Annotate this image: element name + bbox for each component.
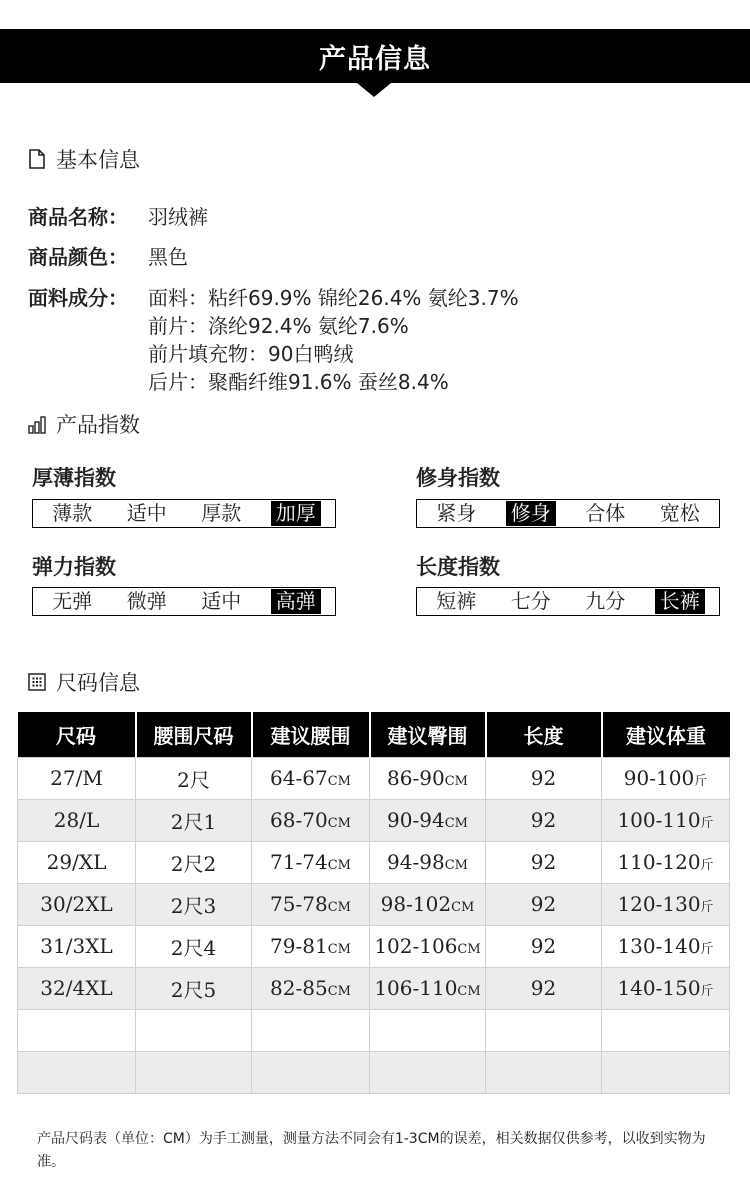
cell-value: 82-85 [270,976,328,1000]
table-cell [370,841,486,883]
cell-value: 32/4XL [40,976,113,1000]
cell-unit: CM [444,774,468,789]
table-header-row [18,712,730,757]
table-cell [18,841,136,883]
table-cell [252,757,370,799]
cell-value: 92 [530,850,557,874]
column-header: 建议臀围 [370,712,486,757]
fit-index-title: 修身指数 [416,466,500,490]
document-icon [28,149,46,169]
table-cell [370,757,486,799]
info-label: 商品名称： [28,205,128,229]
index-option: 薄款 [52,501,93,525]
cell-unit: CM [444,816,468,831]
thickness-index-bar [32,499,336,528]
index-option: 无弹 [52,589,93,613]
cell-unit: CM [327,858,351,873]
basic-info-heading-label: 基本信息 [56,148,140,172]
info-label: 商品颜色： [28,245,128,269]
table-cell [252,841,370,883]
cell-value: 100-110 [617,808,701,832]
column-header: 腰围尺码 [136,712,252,757]
column-header: 建议腰围 [252,712,370,757]
measurement-note: 产品尺码表（单位：CM）为手工测量，测量方法不同会有1-3CM的误差，相关数据仅供参考，以收到实物为准。 [37,1131,706,1170]
index-option: 适中 [126,501,167,525]
table-cell [136,883,252,925]
table-cell [486,967,602,1009]
table-cell [252,883,370,925]
table-cell [136,1009,252,1051]
info-value: 面料：粘纤69.9% 锦纶26.4% 氨纶3.7% [148,286,519,310]
table-cell [486,1051,602,1093]
table-cell [370,925,486,967]
cell-value: 92 [530,808,557,832]
column-header: 长度 [486,712,602,757]
table-cell [136,967,252,1009]
bar-chart-icon [28,414,46,434]
cell-value: 2尺3 [170,893,217,918]
cell-unit: 斤 [700,858,714,873]
cell-unit: CM [327,900,351,915]
cell-value: 92 [530,976,557,1000]
cell-value: 2尺4 [170,935,217,960]
cell-unit: 斤 [700,942,714,957]
size-info-heading [28,667,140,697]
cell-value: 92 [530,892,557,916]
table-cell [602,1051,730,1093]
fit-index-bar [416,499,720,528]
cell-value: 106-110 [374,976,458,1000]
cell-value: 2尺1 [170,809,217,834]
length-index-title: 长度指数 [416,555,500,579]
table-cell [252,799,370,841]
index-option: 合体 [585,501,626,525]
cell-value: 110-120 [617,850,701,874]
table-cell [486,757,602,799]
column-header: 尺码 [18,712,136,757]
table-cell [136,757,252,799]
cell-value: 130-140 [617,934,701,958]
header-banner [0,29,750,83]
table-cell [602,799,730,841]
cell-value: 64-67 [270,766,328,790]
cell-unit: CM [327,984,351,999]
info-value: 羽绒裤 [148,205,208,229]
table-cell [18,799,136,841]
table-cell [252,1051,370,1093]
page-title: 产品信息 [319,43,431,75]
table-row [18,925,730,967]
cell-value: 71-74 [270,850,328,874]
table-cell [136,1051,252,1093]
table-cell [486,883,602,925]
cell-value: 98-102 [380,892,452,916]
table-cell [18,883,136,925]
table-row [18,799,730,841]
cell-value: 28/L [53,808,100,832]
table-cell [602,883,730,925]
grid-icon [28,672,46,692]
table-cell [136,925,252,967]
elasticity-index-bar [32,587,336,616]
cell-value: 90-94 [387,808,445,832]
table-cell [370,799,486,841]
table-cell [252,925,370,967]
table-cell [136,799,252,841]
index-option: 微弹 [126,589,167,613]
cell-value: 75-78 [270,892,328,916]
info-value: 前片填充物：90白鸭绒 [148,342,354,366]
elasticity-index-title: 弹力指数 [32,555,116,579]
size-info-heading-label: 尺码信息 [56,671,140,695]
cell-value: 90-100 [623,766,695,790]
table-cell [18,925,136,967]
index-option: 七分 [510,589,551,613]
index-option: 九分 [585,589,626,613]
table-cell [18,1051,136,1093]
table-cell [486,925,602,967]
table-cell [18,757,136,799]
product-index-heading-label: 产品指数 [56,413,140,437]
table-row [18,967,730,1009]
table-cell [18,967,136,1009]
cell-unit: CM [327,942,351,957]
index-option: 紧身 [436,501,477,525]
cell-value: 68-70 [270,808,328,832]
cell-unit: CM [457,984,481,999]
cell-unit: 斤 [700,900,714,915]
index-option: 宽松 [659,501,700,525]
cell-unit: CM [451,900,475,915]
cell-value: 92 [530,766,557,790]
cell-value: 92 [530,934,557,958]
table-cell [18,1009,136,1051]
cell-value: 31/3XL [40,934,113,958]
cell-unit: 斤 [700,816,714,831]
basic-info-heading [28,144,140,174]
cell-value: 30/2XL [40,892,113,916]
table-cell [486,841,602,883]
size-table [17,712,730,1094]
table-row [18,841,730,883]
table-cell [602,757,730,799]
thickness-index-title: 厚薄指数 [32,466,116,490]
index-option-selected: 长裤 [655,589,705,614]
table-cell [602,841,730,883]
cell-value: 79-81 [270,934,328,958]
table-row [18,1051,730,1093]
table-cell [370,1051,486,1093]
cell-value: 2尺 [177,767,210,792]
info-value: 前片：涤纶92.4% 氨纶7.6% [148,314,409,338]
index-option-selected: 修身 [506,501,556,526]
banner-notch [357,83,391,97]
table-cell [486,799,602,841]
index-option-selected: 加厚 [271,501,321,526]
table-row [18,883,730,925]
cell-value: 140-150 [617,976,701,1000]
table-cell [252,1009,370,1051]
table-cell [136,841,252,883]
table-row [18,1009,730,1051]
cell-value: 102-106 [374,934,458,958]
cell-value: 120-130 [617,892,701,916]
table-cell [602,1009,730,1051]
cell-unit: CM [457,942,481,957]
cell-unit: CM [327,816,351,831]
cell-value: 27/M [50,766,103,790]
table-cell [370,883,486,925]
cell-value: 29/XL [46,850,107,874]
cell-unit: CM [327,774,351,789]
product-index-heading [28,409,140,439]
info-value: 黑色 [148,245,188,269]
cell-value: 94-98 [387,850,445,874]
cell-unit: 斤 [694,774,708,789]
length-index-bar [416,587,720,616]
table-cell [370,1009,486,1051]
column-header: 建议体重 [602,712,730,757]
cell-value: 2尺2 [170,851,217,876]
table-cell [602,967,730,1009]
index-option-selected: 高弹 [271,589,321,614]
cell-unit: 斤 [700,984,714,999]
index-option: 适中 [201,589,242,613]
table-row [18,757,730,799]
table-cell [252,967,370,1009]
table-cell [486,1009,602,1051]
table-cell [370,967,486,1009]
index-option: 短裤 [436,589,477,613]
cell-value: 2尺5 [170,977,217,1002]
info-label: 面料成分： [28,286,128,310]
cell-unit: CM [444,858,468,873]
table-cell [602,925,730,967]
info-value: 后片：聚酯纤维91.6% 蚕丝8.4% [148,370,449,394]
index-option: 厚款 [201,501,242,525]
cell-value: 86-90 [387,766,445,790]
